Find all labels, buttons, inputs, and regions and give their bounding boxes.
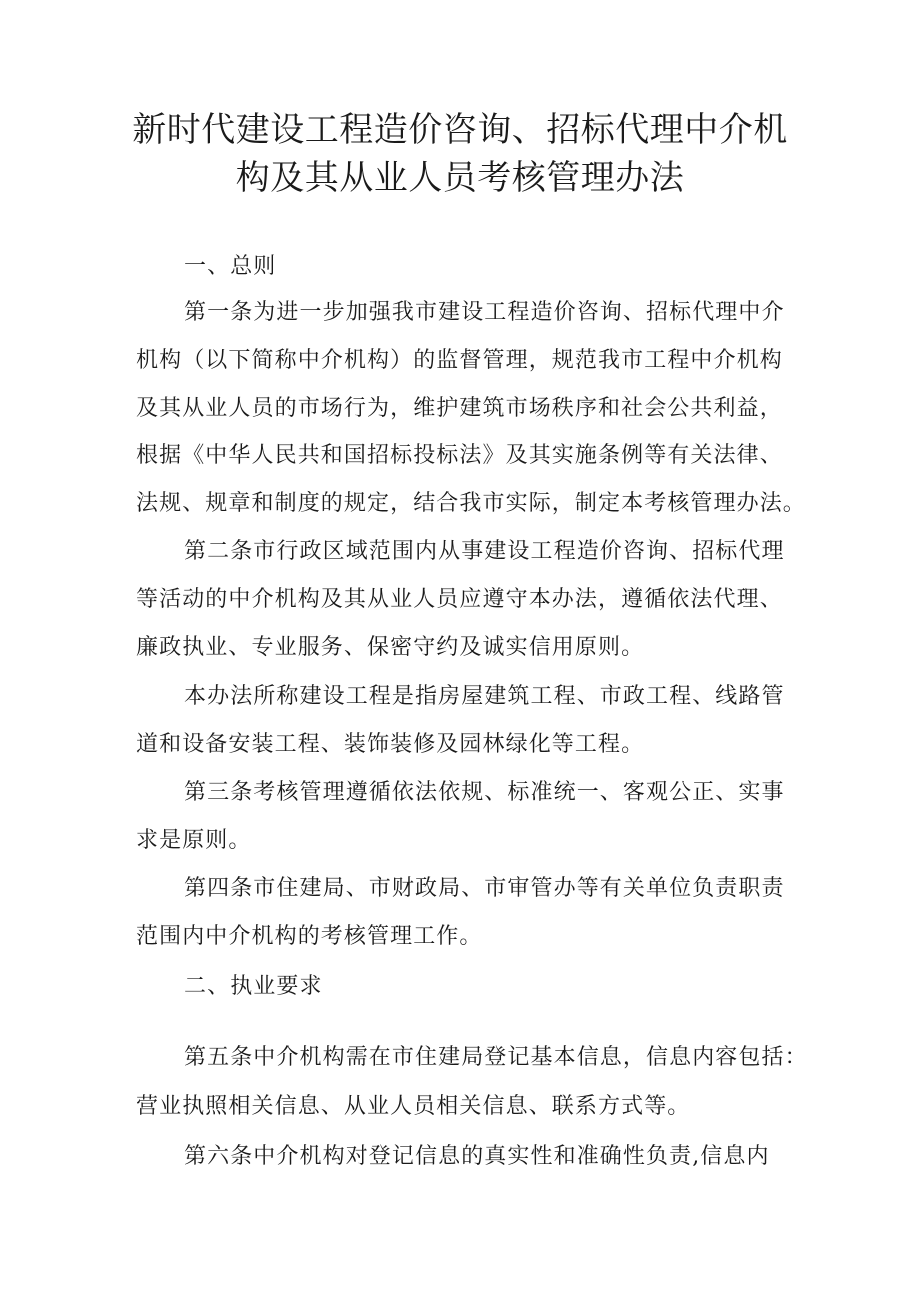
paragraph-line: 机构（以下简称中介机构）的监督管理，规范我市工程中介机构 <box>136 348 783 373</box>
paragraph-line: 营业执照相关信息、从业人员相关信息、联系方式等。 <box>136 1094 691 1119</box>
paragraph-line: 求是原则。 <box>136 828 252 853</box>
paragraph-line: 廉政执业、专业服务、保密守约及诚实信用原则。 <box>136 635 645 660</box>
paragraph-line: 等活动的中介机构及其从业人员应遵守本办法，遵循依法代理、 <box>136 587 783 612</box>
paragraph-line: 范围内中介机构的考核管理工作。 <box>136 924 483 949</box>
paragraph-line: 法规、规章和制度的规定，结合我市实际，制定本考核管理办法。 <box>136 491 806 516</box>
title-line-1: 新时代建设工程造价咨询、招标代理中介机 <box>132 110 788 150</box>
title-line-2: 构及其从业人员考核管理办法 <box>235 158 685 198</box>
paragraph-line: 第六条中介机构对登记信息的真实性和准确性负责,信息内 <box>184 1144 770 1169</box>
paragraph-line: 第一条为进一步加强我市建设工程造价咨询、招标代理中介 <box>184 300 785 325</box>
paragraph-line: 第二条市行政区域范围内从事建设工程造价咨询、招标代理 <box>184 539 785 564</box>
section-heading-general: 一、总则 <box>184 254 277 279</box>
section-heading-practice-requirements: 二、执业要求 <box>184 974 323 999</box>
paragraph-line: 根据《中华人民共和国招标投标法》及其实施条例等有关法律、 <box>136 443 783 468</box>
paragraph-line: 第三条考核管理遵循依法依规、标准统一、客观公正、实事 <box>184 780 785 805</box>
paragraph-line: 及其从业人员的市场行为，维护建筑市场秩序和社会公共利益， <box>136 396 783 421</box>
paragraph-line: 道和设备安装工程、装饰装修及园林绿化等工程。 <box>136 732 645 757</box>
paragraph-line: 本办法所称建设工程是指房屋建筑工程、市政工程、线路管 <box>184 684 785 709</box>
paragraph-line: 第五条中介机构需在市住建局登记基本信息，信息内容包括： <box>184 1045 808 1070</box>
document-title <box>100 106 820 202</box>
paragraph-line: 第四条市住建局、市财政局、市审管办等有关单位负责职责 <box>184 876 785 901</box>
